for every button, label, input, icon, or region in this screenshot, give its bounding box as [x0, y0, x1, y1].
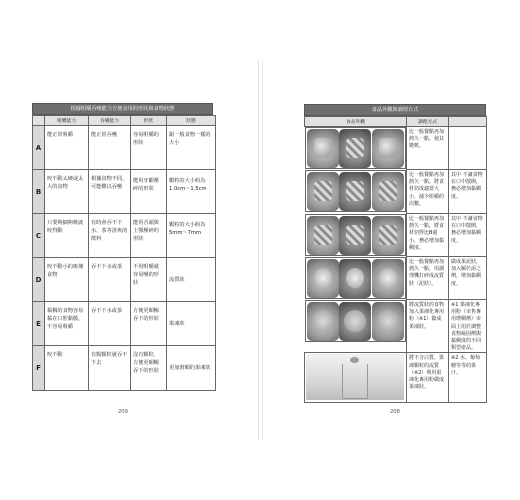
food-photo — [372, 216, 404, 255]
chewing-cell: 能正常咀嚼 — [45, 126, 89, 170]
glass-shape — [342, 364, 368, 399]
column-header: 狀態 — [167, 116, 216, 126]
note-cell: ※1 果凍化專用粉（市售專用增稠劑）市面上用於調整食物凝固劑與黏稠度的不同類型產品。 — [449, 300, 487, 353]
table-row — [305, 214, 487, 257]
chewing-swallowing-table — [32, 115, 216, 391]
food-photos — [305, 170, 407, 212]
spoon-shape — [350, 357, 359, 363]
table-row — [33, 258, 216, 302]
column-header: 形狀 — [131, 116, 167, 126]
table-row — [33, 126, 216, 170]
table-row — [305, 353, 487, 403]
state-cell: 果凍狀 — [167, 302, 216, 346]
row-letter: A — [33, 126, 45, 170]
shape-cell: 容易咀嚼的形狀 — [131, 126, 167, 170]
swallowing-cell: 有時會吞不下水、茶等清爽的飲料 — [89, 214, 131, 258]
note-cell: ※2 水、葡萄糖等等的果汁。 — [449, 353, 487, 403]
method-cell: 比一般餐點再加熱久一點，將食材切成適當大小，減少咀嚼的次數。 — [407, 170, 449, 214]
swallowing-cell: 有點顆粒就吞不下去 — [89, 346, 131, 391]
method-cell: 比一般餐點再加熱久一點，用調理機打碎成流質狀（泥狀）。 — [407, 257, 449, 300]
food-photo — [307, 216, 339, 255]
header-row — [305, 117, 487, 127]
column-header — [449, 117, 487, 127]
method-cell: 比一般餐點再加熱久一點，使其變軟。 — [407, 127, 449, 170]
note-cell: 其中 不讓食物在口中散開，務必增加黏稠度。 — [449, 170, 487, 214]
chewing-cell: 咬不動 — [45, 346, 89, 391]
state-cell: 流質狀 — [167, 258, 216, 302]
method-cell: 將流質狀的食物加入果凍化專用粉（※1）做成果凍狀。 — [407, 300, 449, 353]
table-row — [305, 127, 487, 170]
state-cell: 更加滑順的果凍狀 — [167, 346, 216, 391]
food-photo — [372, 129, 404, 168]
book-spine — [258, 60, 259, 440]
note-cell — [449, 127, 487, 170]
food-photos — [305, 353, 407, 403]
food-photo — [339, 129, 371, 168]
food-photo — [372, 259, 404, 298]
swallowing-cell: 吞不下水或茶 — [89, 258, 131, 302]
chewing-cell: 咬不動太硬或太大的食物 — [45, 170, 89, 214]
right-page — [304, 104, 486, 403]
food-photos — [305, 300, 407, 342]
food-photo — [307, 129, 339, 168]
food-preparation-table — [304, 116, 487, 403]
food-photos — [305, 257, 407, 299]
row-letter: E — [33, 302, 45, 346]
table-row — [33, 170, 216, 214]
shape-cell: 沒有顆粒，方便更順暢吞下的形狀 — [131, 346, 167, 391]
food-photos — [305, 214, 407, 256]
column-header: 吞嚥能力 — [89, 116, 131, 126]
state-cell: 顆粒的大小約為1.0cm～1.5cm — [167, 170, 216, 214]
row-letter: B — [33, 170, 45, 214]
shape-cell: 不用咀嚼就容易嚥的形狀 — [131, 258, 167, 302]
right-table-title: 食品外觀與調理方式 — [304, 104, 486, 116]
method-cell: 比一般餐點再加熱久一點，將食材切得比B還小，務必增加黏稠度。 — [407, 214, 449, 257]
note-cell: 其中 不讓食物在口中散開，務必增加黏稠度。 — [449, 214, 487, 257]
state-cell: 顆粒的大小約為 5mm～7mm — [167, 214, 216, 258]
header-row — [33, 116, 216, 126]
method-cell: 將不含白質，果凍顆粒的流質（※2）利用果凍化專用粉做成果凍狀。 — [407, 353, 449, 403]
food-photo — [372, 302, 404, 341]
food-photo — [372, 172, 404, 211]
table-row — [305, 170, 487, 214]
food-photo — [307, 172, 339, 211]
food-photo — [307, 302, 339, 341]
row-letter: C — [33, 214, 45, 258]
column-header: 食品外觀 — [305, 117, 407, 127]
left-page — [32, 103, 213, 391]
jelly-drink-photo — [306, 354, 404, 400]
state-cell: 跟一般食物一樣的大小 — [167, 126, 216, 170]
row-letter: D — [33, 258, 45, 302]
food-photo — [307, 259, 339, 298]
food-photos — [305, 127, 407, 169]
food-photo — [339, 216, 371, 255]
note-cell: 做成果泥狀，加入解於添之劑，增加黏稠度。 — [449, 257, 487, 300]
table-row — [33, 346, 216, 391]
chewing-cell: 只要夠細夠軟就咬得動 — [45, 214, 89, 258]
column-header: 咀嚼能力 — [45, 116, 89, 126]
table-row — [33, 214, 216, 258]
row-letter: F — [33, 346, 45, 391]
left-page-number: 209 — [118, 409, 128, 415]
shape-cell: 能用牙齦壓碎的形狀 — [131, 170, 167, 214]
food-photo — [339, 259, 371, 298]
column-header — [33, 116, 45, 126]
table-row — [305, 257, 487, 300]
shape-cell: 方便更順暢吞下的形狀 — [131, 302, 167, 346]
column-header: 調理方式 — [407, 117, 449, 127]
swallowing-cell: 能正常吞嚥 — [89, 126, 131, 170]
left-table-title: 根據咀嚼吞嚥能力方便食用的形狀與食物狀態 — [32, 103, 213, 115]
swallowing-cell: 根據食物不同，可能難以吞嚥 — [89, 170, 131, 214]
chewing-cell: 咬不動小的斑塊食物 — [45, 258, 89, 302]
table-row — [33, 302, 216, 346]
food-photo — [339, 302, 371, 341]
shape-cell: 能用舌頭與上顎壓碎的形狀 — [131, 214, 167, 258]
book-spine-shadow — [262, 60, 263, 440]
table-row — [305, 300, 487, 353]
food-photo — [339, 172, 371, 211]
right-page-number: 208 — [390, 409, 400, 415]
chewing-cell: 黏稠的食物容易黏在口腔黏膜，不容易咀嚼 — [45, 302, 89, 346]
swallowing-cell: 吞不下水或茶 — [89, 302, 131, 346]
